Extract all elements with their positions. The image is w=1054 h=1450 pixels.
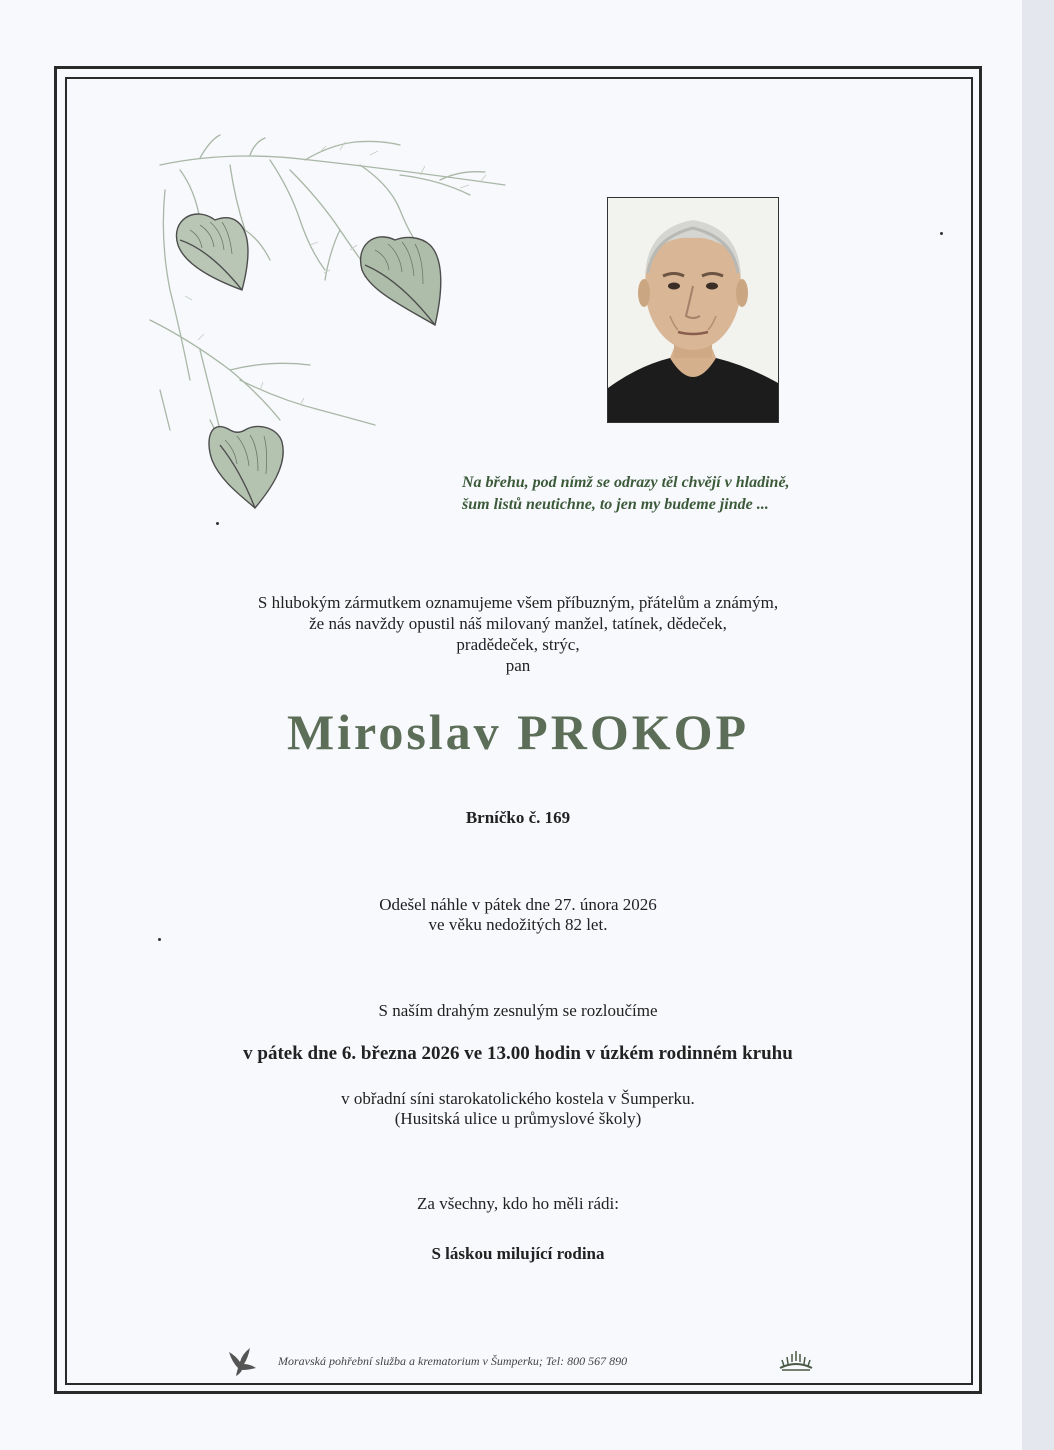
farewell-intro: S naším drahým zesnulým se rozloučíme [378, 1001, 658, 1020]
deceased-address: Brníčko č. 169 [465, 808, 571, 827]
scan-speck [216, 522, 219, 525]
wreath-logo [778, 1348, 814, 1374]
motto-line-2: šum listů neutichne, to jen my budeme jinde ... [462, 496, 769, 513]
ceremony-datetime: v pátek dne 6. března 2026 ve 13.00 hodin v úzkém rodinném kruhu [243, 1043, 793, 1064]
closing-signature: S láskou milující rodina [431, 1244, 605, 1263]
motto-line-1: Na břehu, pod nímž se odrazy těl chvějí v hladině, [462, 474, 790, 491]
scan-edge [1022, 0, 1054, 1450]
portrait-photo [607, 197, 779, 423]
ceremony-place [66, 1089, 970, 1129]
death-line-2: ve věku nedožitých 82 let. [428, 915, 608, 934]
closing-thanks: Za všechny, kdo ho měli rádi: [417, 1194, 619, 1213]
announcement [66, 592, 970, 676]
dove-logo [226, 1346, 260, 1376]
announcement-line-3: pradědeček, strýc, [456, 635, 580, 654]
announcement-line-2: že nás navždy opustil náš milovaný manžel, tatínek, dědeček, [309, 614, 727, 633]
footer [226, 1346, 826, 1376]
place-line-2: (Husitská ulice u průmyslové školy) [394, 1109, 642, 1128]
announcement-line-4: pan [505, 656, 531, 675]
death-line-1: Odešel náhle v pátek dne 27. února 2026 [379, 895, 657, 914]
birch-branch-illustration [140, 130, 520, 530]
death-notice [66, 895, 970, 935]
deceased-name: Miroslav PROKOP [286, 704, 750, 760]
announcement-line-1: S hlubokým zármutkem oznamujeme všem příbuzným, přátelům a známým, [257, 593, 779, 612]
motto-verse [462, 472, 922, 516]
place-line-1: v obřadní síni starokatolického kostela v Šumperku. [341, 1089, 695, 1108]
scan-speck [940, 232, 943, 235]
footer-text: Moravská pohřební služba a krematorium v Šumperku; Tel: 800 567 890 [278, 1354, 628, 1368]
scan-speck [158, 938, 161, 941]
